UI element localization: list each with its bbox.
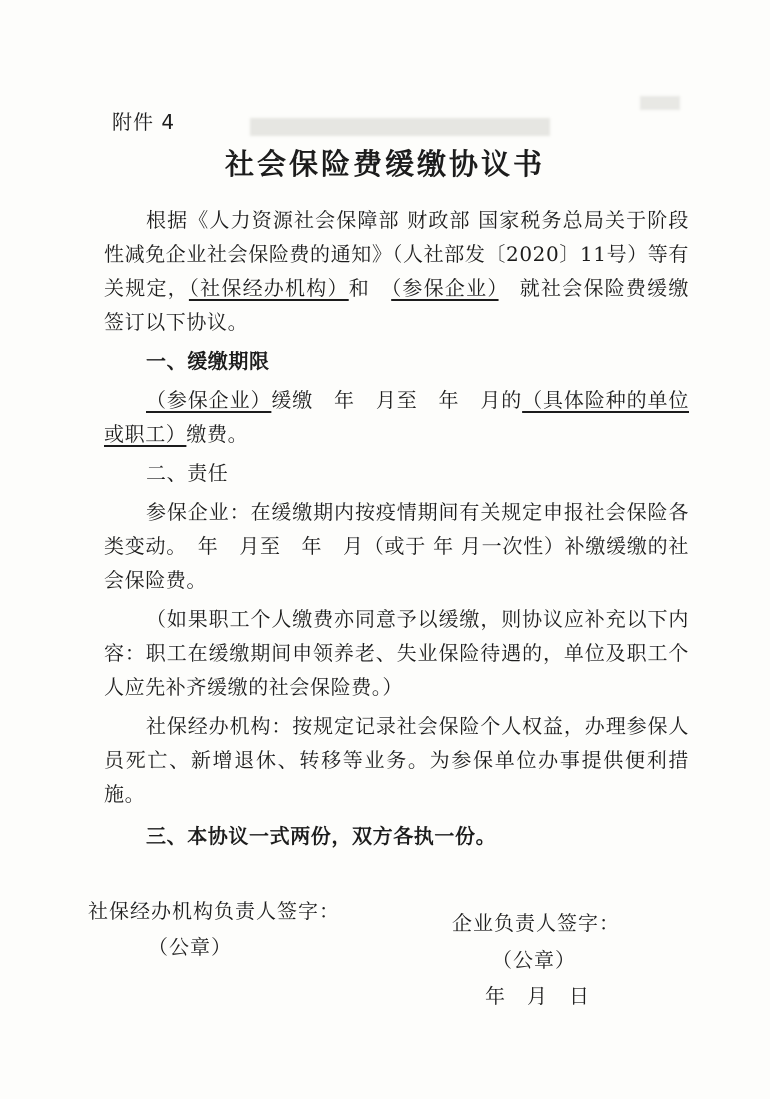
deferral-end: 缴费。 bbox=[186, 422, 249, 446]
agency-seal-label: （公章） bbox=[148, 935, 232, 959]
company-seal-label: （公章） bbox=[492, 948, 576, 972]
company-signature-label: 企业负责人签字： bbox=[452, 911, 620, 935]
agency-signature-label: 社保经办机构负责人签字： bbox=[88, 899, 340, 923]
section-3-heading: 三、本协议一式两份，双方各执一份。 bbox=[146, 824, 497, 848]
intro-text: 根据《人力资源社会保障部 财政部 国家税务总局关于阶段性减免企业社会保险费的通知》（人社部发〔2020〕11号）等有关规定， bbox=[104, 208, 689, 300]
intro-end: 就社会保险费缓缴签订以下协议。 bbox=[104, 276, 689, 334]
section-1-heading: 一、缓缴期限 bbox=[146, 349, 270, 373]
company-blank: （参保企业） bbox=[146, 388, 272, 412]
section-2-heading: 二、责任 bbox=[146, 461, 229, 485]
intro-and: 和 bbox=[348, 276, 370, 300]
page-title: 社会保险费缓缴协议书 bbox=[224, 147, 545, 181]
deferral-period-paragraph bbox=[104, 383, 689, 451]
party-agency-blank: （社保经办机构） bbox=[188, 276, 349, 300]
employee-note-paragraph: （如果职工个人缴费亦同意予以缓缴，则协议应补充以下内容：职工在缓缴期间申领养老、失业保险待遇的，单位及职工个人应先补齐缓缴的社会保险费。） bbox=[104, 607, 689, 699]
agency-duty-paragraph: 社保经办机构：按规定记录社会保险个人权益，办理参保人员死亡、新增退休、转移等业务。为参保单位办事提供便利措施。 bbox=[104, 714, 689, 806]
company-duty-paragraph: 参保企业：在缓缴期内按疫情期间有关规定申报社会保险各类变动。 年 月至 年 月（或于 年 月一次性）补缴缓缴的社会保险费。 bbox=[104, 500, 689, 592]
attachment-label: 附件 4 bbox=[112, 110, 176, 134]
insurance-type-blank: （具体险种的单位或职工） bbox=[104, 388, 689, 446]
intro-paragraph bbox=[104, 203, 689, 339]
bleed-through-mark bbox=[250, 118, 550, 136]
signature-date: 年 月 日 bbox=[485, 984, 590, 1008]
agreement-body bbox=[104, 203, 689, 858]
party-company-blank: （参保企业） bbox=[391, 276, 499, 300]
bleed-through-mark bbox=[640, 96, 680, 110]
deferral-period-text: 缓缴 年 月至 年 月的 bbox=[271, 388, 523, 412]
